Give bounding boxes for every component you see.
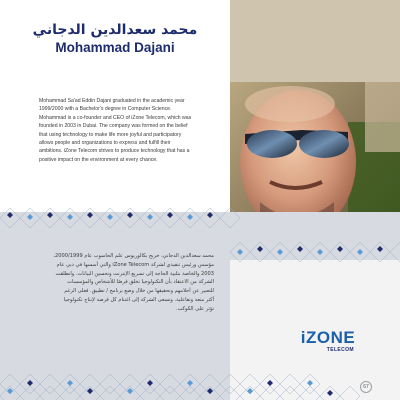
bio-ar-line: 2003 والخاصة بتلبية الحاجة إلى تسريع الإنترنت وتحسين البيانات. وانطلقت	[55, 270, 214, 277]
bio-en-line: ambitions. iZone Telecom strives to produce technology that has a	[39, 148, 190, 155]
bio-ar-line: تؤثر على الكوكب.	[176, 305, 214, 312]
biography-arabic	[26, 252, 214, 314]
name-arabic: محمد سعدالدين الدجاني	[32, 22, 198, 38]
bio-ar-line: أكثر متعة وتفاعلية. وتسعى الشركة إلى اغتنام كل فرصة لإنتاج تكنولوجيا	[63, 296, 214, 303]
bio-en-line: 1999/2000 with a Bachelor's degree in Computer Science.	[39, 106, 172, 113]
name-english: Mohammad Dajani	[55, 40, 175, 55]
page-number: 67	[360, 381, 372, 393]
logo-subtext: TELECOM	[326, 347, 354, 353]
bio-ar-line: محمد سعدالدين الدجاني، خريج بكالوريوس علم الحاسوب عام 2000/1999،	[53, 253, 214, 259]
bio-en-line: positive impact on the environment at every chance.	[39, 156, 158, 163]
bio-en-line: that using technology to make life more joyful and participatory	[39, 131, 182, 138]
biography-english	[39, 97, 215, 164]
bio-ar-line: الشركة من الاعتقاد بأن التكنولوجيا تخلق فرصًا للأشخاص والمؤسسات	[67, 279, 214, 286]
izone-telecom-logo	[298, 330, 358, 353]
logo-wordmark: iZONE	[300, 328, 356, 347]
bio-ar-line: مؤسس ورئيس تنفيذي لشركة iZone Telecom والتي أسسها في دبي عام	[56, 261, 214, 268]
bio-en-line: Mohammad Sa'ad Eddin Dajani graduated in the academic year	[39, 98, 185, 104]
bio-en-line: allows people and organizations to express and fulfill their	[39, 140, 171, 147]
bio-ar-line: للتعبير عن أحلامهم وتحقيقها من خلال وضع برنامج / تطبيق. فعلى الرغم	[64, 288, 214, 295]
bio-en-line: Mohammad is a co-founder and CEO of iZone Telecom, which was	[39, 114, 192, 121]
bio-en-line: founded in 2003 in Dubai. The company was formed on the belief	[39, 123, 188, 130]
